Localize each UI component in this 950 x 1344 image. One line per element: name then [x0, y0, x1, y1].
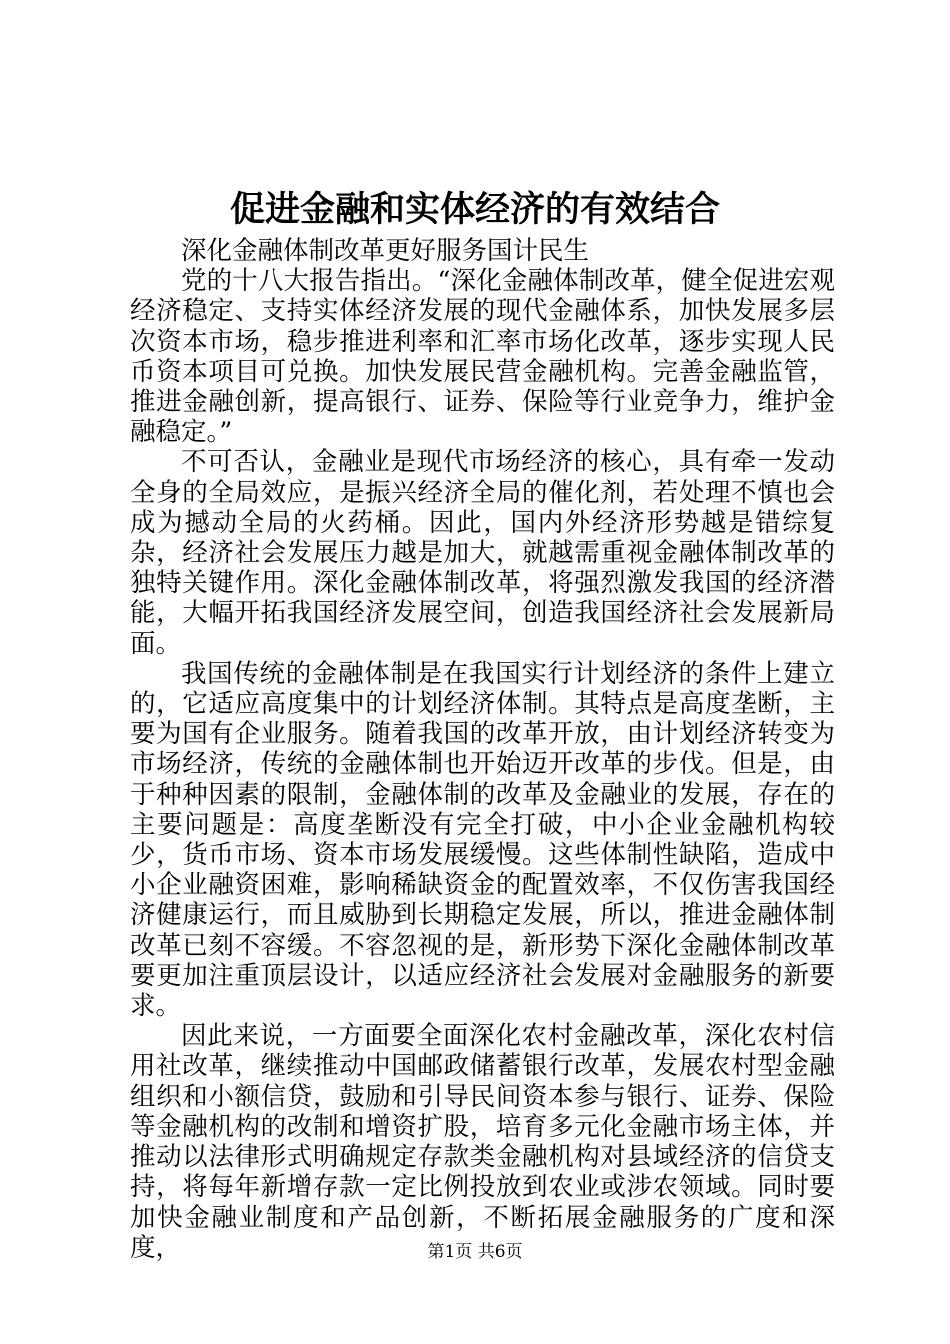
page-footer: 第1页 共6页	[427, 1242, 523, 1262]
body-paragraph: 我国传统的金融体制是在我国实行计划经济的条件上建立的，它适应高度集中的计划经济体制。其特点是高度垄断，主要为国有企业服务。随着我国的改革开放，由计划经济转变为市场经济，传统的金融体制也开始迈开改革的步伐。但是，由于种种因素的限制，金融体制的改革及金融业的发展，存在的主要问题是：高度垄断没有完全打破，中小企业金融机构较少，货币市场、资本市场发展缓慢。这些体制性缺陷，造成中小企业融资困难，影响稀缺资金的配置效率，不仅伤害我国经济健康运行，而且威胁到长期稳定发展，所以，推进金融体制改革已刻不容缓。不容忽视的是，新形势下深化金融体制改革要更加注重顶层设计，以适应经济社会发展对金融服务的新要求。	[130, 658, 835, 1022]
body-paragraph: 党的十八大报告指出。“深化金融体制改革，健全促进宏观经济稳定、支持实体经济发展的现代金融体系，加快发展多层次资本市场，稳步推进利率和汇率市场化改革，逐步实现人民币资本项目可兑换。加快发展民营金融机构。完善金融监管，推进金融创新，提高银行、证券、保险等行业竞争力，维护金融稳定。”	[130, 266, 835, 448]
subtitle-paragraph: 深化金融体制改革更好服务国计民生	[181, 236, 590, 266]
body-paragraph: 因此来说，一方面要全面深化农村金融改革，深化农村信用社改革，继续推动中国邮政储蓄银行改革，发展农村型金融组织和小额信贷，鼓励和引导民间资本参与银行、证券、保险等金融机构的改制和增资扩股，培育多元化金融市场主体，并推动以法律形式明确规定存款类金融机构对县域经济的信贷支持，将每年新增存款一定比例投放到农业或涉农领域。同时要加快金融业制度和产品创新，不断拓展金融服务的广度和深度，	[130, 1021, 835, 1263]
body-paragraph: 不可否认，金融业是现代市场经济的核心，具有牵一发动全身的全局效应，是振兴经济全局的催化剂，若处理不慎也会成为撼动全局的火药桶。因此，国内外经济形势越是错综复杂，经济社会发展压力越是加大，就越需重视金融体制改革的独特关键作用。深化金融体制改革，将强烈激发我国的经济潜能，大幅开拓我国经济发展空间，创造我国经济社会发展新局面。	[130, 447, 835, 659]
document-title: 促进金融和实体经济的有效结合	[229, 189, 720, 230]
document-body	[130, 236, 835, 1263]
